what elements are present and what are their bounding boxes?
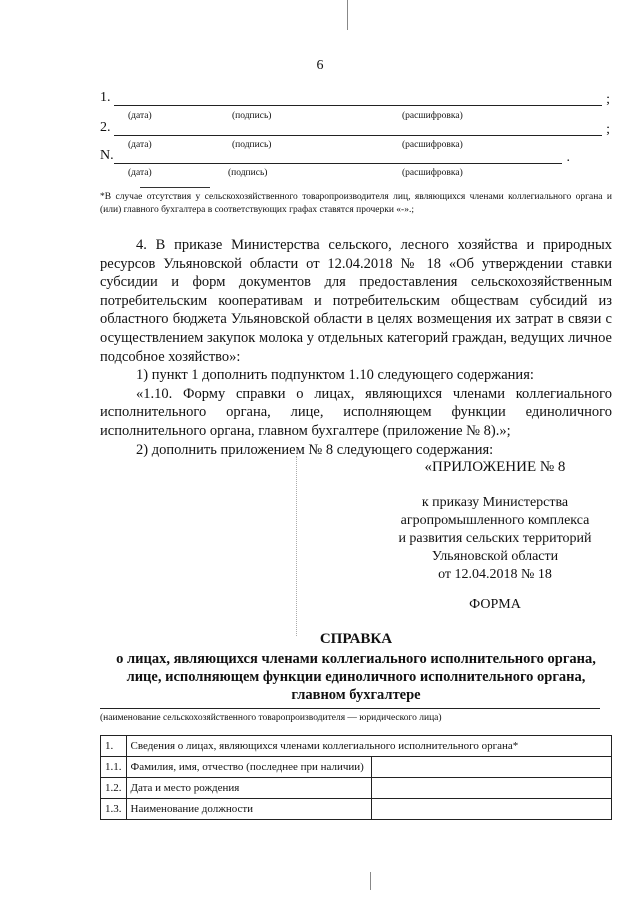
row-number: 1.1. <box>101 757 127 778</box>
doc-subtitle <box>100 650 612 704</box>
signature-row-1 <box>100 90 610 110</box>
annex-line: агропромышленного комплекса <box>400 513 590 528</box>
subtitle-line: лице, исполняющем функции единоличного исполнительного органа, <box>126 669 586 685</box>
row-terminator: . <box>566 150 570 165</box>
signature-row-2 <box>100 120 610 140</box>
row-value[interactable] <box>371 778 612 799</box>
caption-date: (дата) <box>128 140 152 150</box>
caption-decoding: (расшифровка) <box>402 140 463 150</box>
row-number: 1.3. <box>101 799 127 820</box>
page-number: 6 <box>316 58 324 73</box>
row-terminator: ; <box>606 92 610 107</box>
row-number: 1.2. <box>101 778 127 799</box>
paragraph-item-2: 2) дополнить приложением № 8 следующего содержания: <box>136 441 494 458</box>
caption-signature: (подпись) <box>228 168 268 178</box>
row-label: Наименование должности <box>126 799 371 820</box>
table-row <box>101 736 612 757</box>
table-row <box>101 799 612 820</box>
scan-mark <box>370 872 371 890</box>
table-row <box>101 757 612 778</box>
scan-mark <box>347 0 348 30</box>
row-label: Сведения о лицах, являющихся членами коллегиального исполнительного органа* <box>126 736 612 757</box>
subtitle-line: главном бухгалтере <box>291 687 421 703</box>
row-prefix: 2. <box>100 120 111 135</box>
row-number: 1. <box>101 736 127 757</box>
caption-decoding: (расшифровка) <box>402 168 463 178</box>
row-value[interactable] <box>371 799 612 820</box>
caption-signature: (подпись) <box>232 111 272 121</box>
paragraph-4: 4. В приказе Министерства сельского, лесного хозяйства и природных ресурсов Ульяновской области от 12.04.2018 № 18 «Об утверждении ставки субсидии и форм документов для предоставления сельскохозяйственным потребительским кооперативам и потребительским обществам субсидий из областного бюджета Ульяновской области в целях возмещения их затрат в связи с осуществлением закупок молока у отдельных категорий граждан, ведущих личное подсобное хозяйство»: <box>100 237 612 365</box>
row-label: Дата и место рождения <box>126 778 371 799</box>
annex-details <box>370 494 620 584</box>
annex-line: от 12.04.2018 № 18 <box>438 567 552 582</box>
caption-decoding: (расшифровка) <box>402 111 463 121</box>
org-name-line <box>100 708 600 709</box>
form-label: ФОРМА <box>469 597 521 612</box>
subtitle-line: о лицах, являющихся членами коллегиального исполнительного органа, <box>116 651 596 667</box>
row-label: Фамилия, имя, отчество (последнее при наличии) <box>126 757 371 778</box>
caption-date: (дата) <box>128 111 152 121</box>
footnote: *В случае отсутствия у сельскохозяйственного товаропроизводителя лиц, являющихся членами коллегиального органа и (или) главного бухгалтера в соответствующих графах ставятся прочерки «-».; <box>100 192 612 215</box>
annex-line: Ульяновской области <box>431 549 559 564</box>
caption-signature: (подпись) <box>232 140 272 150</box>
annex-line: и развития сельских территорий <box>398 531 592 546</box>
paragraph-quote: «1.10. Форму справки о лицах, являющихся членами коллегиального исполнительного органа, лице, исполняющем функции единоличного исполнительного органа, главном бухгалтере (приложение № 8).»; <box>100 385 612 439</box>
caption-date: (дата) <box>128 168 152 178</box>
scan-mark <box>296 456 297 636</box>
signature-line <box>114 163 562 164</box>
paragraph-item-1: 1) пункт 1 дополнить подпунктом 1.10 следующего содержания: <box>136 367 534 384</box>
annex-line: к приказу Министерства <box>421 495 569 510</box>
row-prefix: 1. <box>100 90 111 105</box>
signature-line <box>114 135 602 136</box>
doc-title: СПРАВКА <box>319 631 393 647</box>
info-table <box>100 735 612 820</box>
body-text <box>100 236 612 459</box>
org-name-caption: (наименование сельскохозяйственного товаропроизводителя — юридического лица) <box>100 713 442 723</box>
footnote-rule <box>140 187 210 188</box>
signature-line <box>114 105 602 106</box>
row-prefix: N. <box>100 148 114 163</box>
row-terminator: ; <box>606 122 610 137</box>
signature-row-n <box>100 148 570 168</box>
row-value[interactable] <box>371 757 612 778</box>
table-row <box>101 778 612 799</box>
annex-heading: «ПРИЛОЖЕНИЕ № 8 <box>424 459 566 475</box>
